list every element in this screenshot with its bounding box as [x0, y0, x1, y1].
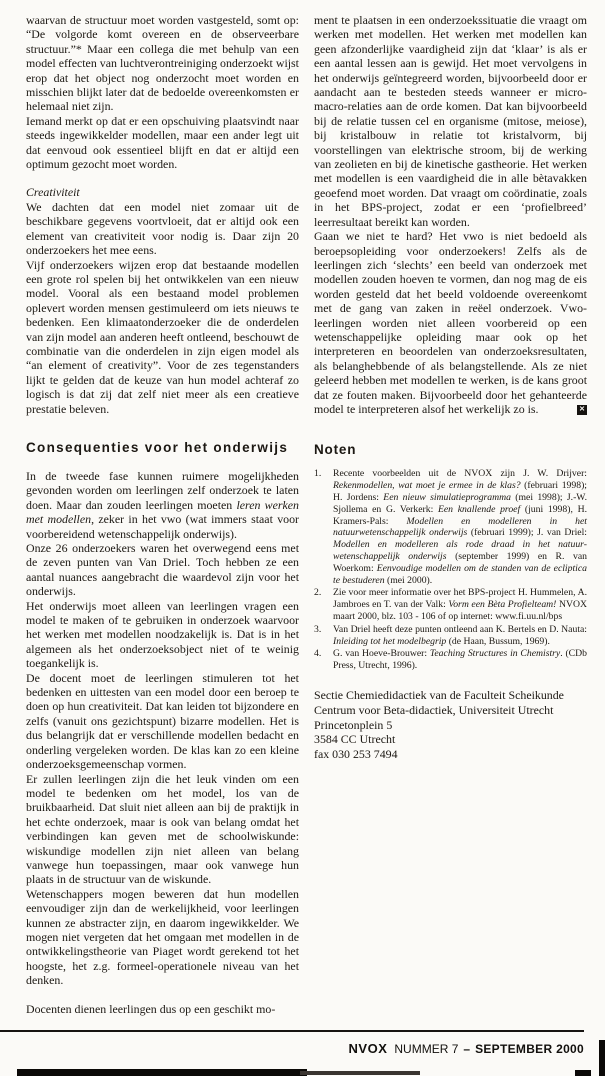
address-line: 3584 CC Utrecht — [314, 732, 396, 747]
notes-heading: Noten — [314, 442, 357, 458]
footer-issue-date: SEPTEMBER 2000 — [475, 1042, 584, 1056]
paragraph: Het onderwijs moet alleen van leerlingen vragen een model te maken of te gebruiken in onderzoek waarvoor het werken met modellen noodzakelijk is. Dat is in het algemeen als het onderzoeksobject niet of te weinig toegankelijk is. — [26, 598, 299, 671]
paragraph: Wetenschappers mogen beweren dat hun modellen eenvoudiger zijn dan de werkelijkheid, voor leerlingen kunnen ze abstracter zijn, en daarom ingewikkelder. We mogen niet vergeten dat het omgaan met modellen in de ontwikkelingstheorie van Piaget wordt gerekend tot het hoogste, het z.g. formeel-operationele niveau van het denken. — [26, 886, 299, 988]
paragraph: waarvan de structuur moet worden vastgesteld, somt op: “De volgorde komt overeen en de observeerbare structuur.”* Maar een collega die met behulp van een model effecten van luchtverontreiniging onderzoekt wijst erop dat het object nog onderzocht moet worden en misschien blijkt later dat de bedoelde overeenkomsten er helemaal niet zijn. — [26, 13, 299, 114]
address-line: Centrum voor Beta-didactiek, Universiteit Utrecht — [314, 702, 554, 717]
scan-artifact-bottom-bar-faint — [300, 1071, 420, 1075]
paragraph: Vijf onderzoekers wijzen erop dat bestaande modellen een grote rol spelen bij het ontwikkelen van een nieuw model. Vooral als een bestaand model problemen oplevert worden mensen gestimuleerd om iets nieuws te bedenken. Een klimaatonderzoeker die de onderdelen van zijn model aan anderen heeft ontleend, beschouwt de combinatie van die onderdelen in zijn eigen model als “an element of creativity”. Voor de zes tegenstanders lijkt te gelden dat de keuze van hun model achteraf zo logisch is dat zij dat zelf niet meer als een creatieve prestatie beleven. — [26, 257, 299, 416]
notes-list — [314, 468, 587, 672]
scan-artifact-bottom-right — [575, 1070, 591, 1076]
note-number: 2. — [314, 587, 322, 599]
paragraph-text: Gaan we niet te hard? Het vwo is niet bedoeld als beroepsopleiding voor onderzoekers! Zelfs als de leerlingen zich ‘slechts’ een beeld van onderzoek met modellen zouden hoeven te vormen, dan nog mag de eis worden gesteld dat het beeld voldoende overeenkomt met de gang van zaken in reëel onderzoek. Vwo-leerlingen worden niet alleen voorbereid op een wetenschappelijke opleiding maar ook op het interpreteren en beoordelen van onderzoeksresultaten, als belanghebbende of als belangstellende. Als ze niet geleerd hebben met modellen te werken, is de kans groot dat ze fouten maken. Bijvoorbeeld door het gehanteerde model te interpreteren alsof het werkelijk zo is. — [314, 229, 587, 416]
scan-artifact-bottom-bar — [17, 1069, 307, 1076]
note-item — [314, 468, 587, 586]
paragraph: In de tweede fase kunnen ruimere mogelijkheden gevonden worden om leerlingen zelf onderzoek te laten doen. Maar dan zouden leerlingen moeten leren werken met modellen, zeker in het vwo (wat immers staat voor voorbereidend wetenschappelijk onderwijs). — [26, 468, 299, 541]
note-text: Recente voorbeelden uit de NVOX zijn J. W. Drijver: Rekenmodellen, wat moet je ermee in de klas? (februari 1998); H. Jordens: Een nieuw simulatieprogramma (mei 1998); J.-W. Sjollema en G. Verkerk: Een knallende proef (juni 1998), H. Kramers-Pals: Modellen en modelleren in het natuurwetenschappelijk onderwijs (februari 1999); J. van Driel: Modellen en modelleren als rode draad in het natuur-wetenschappelijk onderwijs (september 1999) en R. van Woerkom: Eenvoudige modellen om de standen van de ecliptica te bestuderen (mei 2000). — [333, 468, 588, 586]
footer-issue-number: NUMMER 7 — [394, 1042, 459, 1056]
address-block — [314, 688, 587, 762]
section-heading-consequenties: Consequenties voor het onderwijs — [26, 439, 289, 455]
address-line: Sectie Chemiedidactiek van de Faculteit Scheikunde — [314, 687, 564, 702]
right-column — [314, 13, 587, 1016]
paragraph: ment te plaatsen in een onderzoekssituatie die vraagt om werken met modellen. Het werken met modellen kan geen afzonderlijke vaardigheid zijn dat ‘klaar’ is als er een aantal lessen aan is gewijd. Het moet vervolgens in het onderwijs geïntegreerd worden, bijvoorbeeld door er aandacht aan te besteden steeds wanneer er micro-macro-relaties aan de orde komen. Dat kan bijvoorbeeld bij de relatie tussen cel en organisme (mitose, meiose), bij kristalbouw in relatie tot kristalvorm, bij voorstellingen van elektrische stroom, bij de werking van zeolieten en bij de kinetische gastheorie. Het werken met modellen is een vaardigheid die in alle bètavakken geoefend moet worden. Dat vraagt om coördinatie, zoals in het BPS-project, zodat er een ‘profielbreed’ leerresultaat bereikt kan worden. — [314, 13, 587, 229]
page-footer — [0, 1041, 584, 1056]
note-number: 3. — [314, 623, 322, 635]
note-item — [314, 648, 587, 672]
paragraph — [314, 229, 587, 416]
scan-artifact-right-edge — [599, 1040, 605, 1076]
paragraph: De docent moet de leerlingen stimuleren tot het bedenken en uittesten van een model door een beroep te doen op hun creativiteit. Dat kan leiden tot bijzondere en zelfs (vanuit ons gezichtspunt) bizarre modellen. Het is dus belangrijk dat er verschillende modellen bedacht en onderling vergeleken worden. De klas kan zo een kleine onderzoeksgemeenschap vormen. — [26, 670, 299, 772]
note-text: G. van Hoeve-Brouwer: Teaching Structures in Chemistry. (CDb Press, Utrecht, 1996). — [333, 648, 587, 672]
left-column — [26, 13, 299, 1016]
nvox-logo: NVOX — [348, 1041, 388, 1056]
note-text: Van Driel heeft deze punten ontleend aan K. Bertels en D. Nauta: Inleiding tot het modelbegrip (de Haan, Bussum, 1969). — [333, 623, 587, 647]
footer-divider — [0, 1030, 584, 1032]
paragraph: We dachten dat een model niet zomaar uit de beschikbare gegevens voortvloeit, dat er altijd ook een element van creativiteit voor nodig is. Daar zijn 20 onderzoekers het mee eens. — [26, 199, 299, 258]
footer-dash: – — [463, 1042, 471, 1056]
paragraph: Onze 26 onderzoekers waren het overwegend eens met de zeven punten van Van Driel. Toch hebben ze een aantal nuances aangebracht die waardevol zijn voor het onderwijs. — [26, 541, 299, 599]
address-line: Princetonplein 5 — [314, 717, 393, 732]
paragraph: Docenten dienen leerlingen dus op een geschikt mo- — [26, 1001, 276, 1016]
note-number: 1. — [314, 468, 322, 480]
subheading-creativiteit: Creativiteit — [26, 185, 80, 200]
note-number: 4. — [314, 648, 322, 660]
end-of-article-icon: ✕ — [577, 405, 587, 415]
note-text: Zie voor meer informatie over het BPS-project H. Hummelen, A. Jambroes en T. van der Valk: Vorm een Bèta Profielteam! NVOX maart 2000, blz. 103 - 106 of op internet: www.fi.uu.nl/bps — [333, 587, 587, 622]
address-line: fax 030 253 7494 — [314, 747, 398, 762]
note-item — [314, 624, 587, 648]
paragraph: Er zullen leerlingen zijn die het leuk vinden om een model te bedenken om het model, los van de bruikbaarheid. Dat sluit niet alleen aan bij de praktijk in het echte onderzoek, maar is ook van belang omdat het verbindingen kan geven met de schoolwiskunde: wiskundige modellen zijn niet alleen van belang vanwege hun toepassingen, maar ook vanwege hun plaats in de structuur van de wiskunde. — [26, 771, 299, 887]
note-item — [314, 587, 587, 622]
paragraph: Iemand merkt op dat er een opschuiving plaatsvindt naar steeds ingewikkelder modellen, maar een ander legt uit dat eenvoud ook essentieel blijft en dat er altijd een optimum gezocht moet worden. — [26, 113, 299, 172]
